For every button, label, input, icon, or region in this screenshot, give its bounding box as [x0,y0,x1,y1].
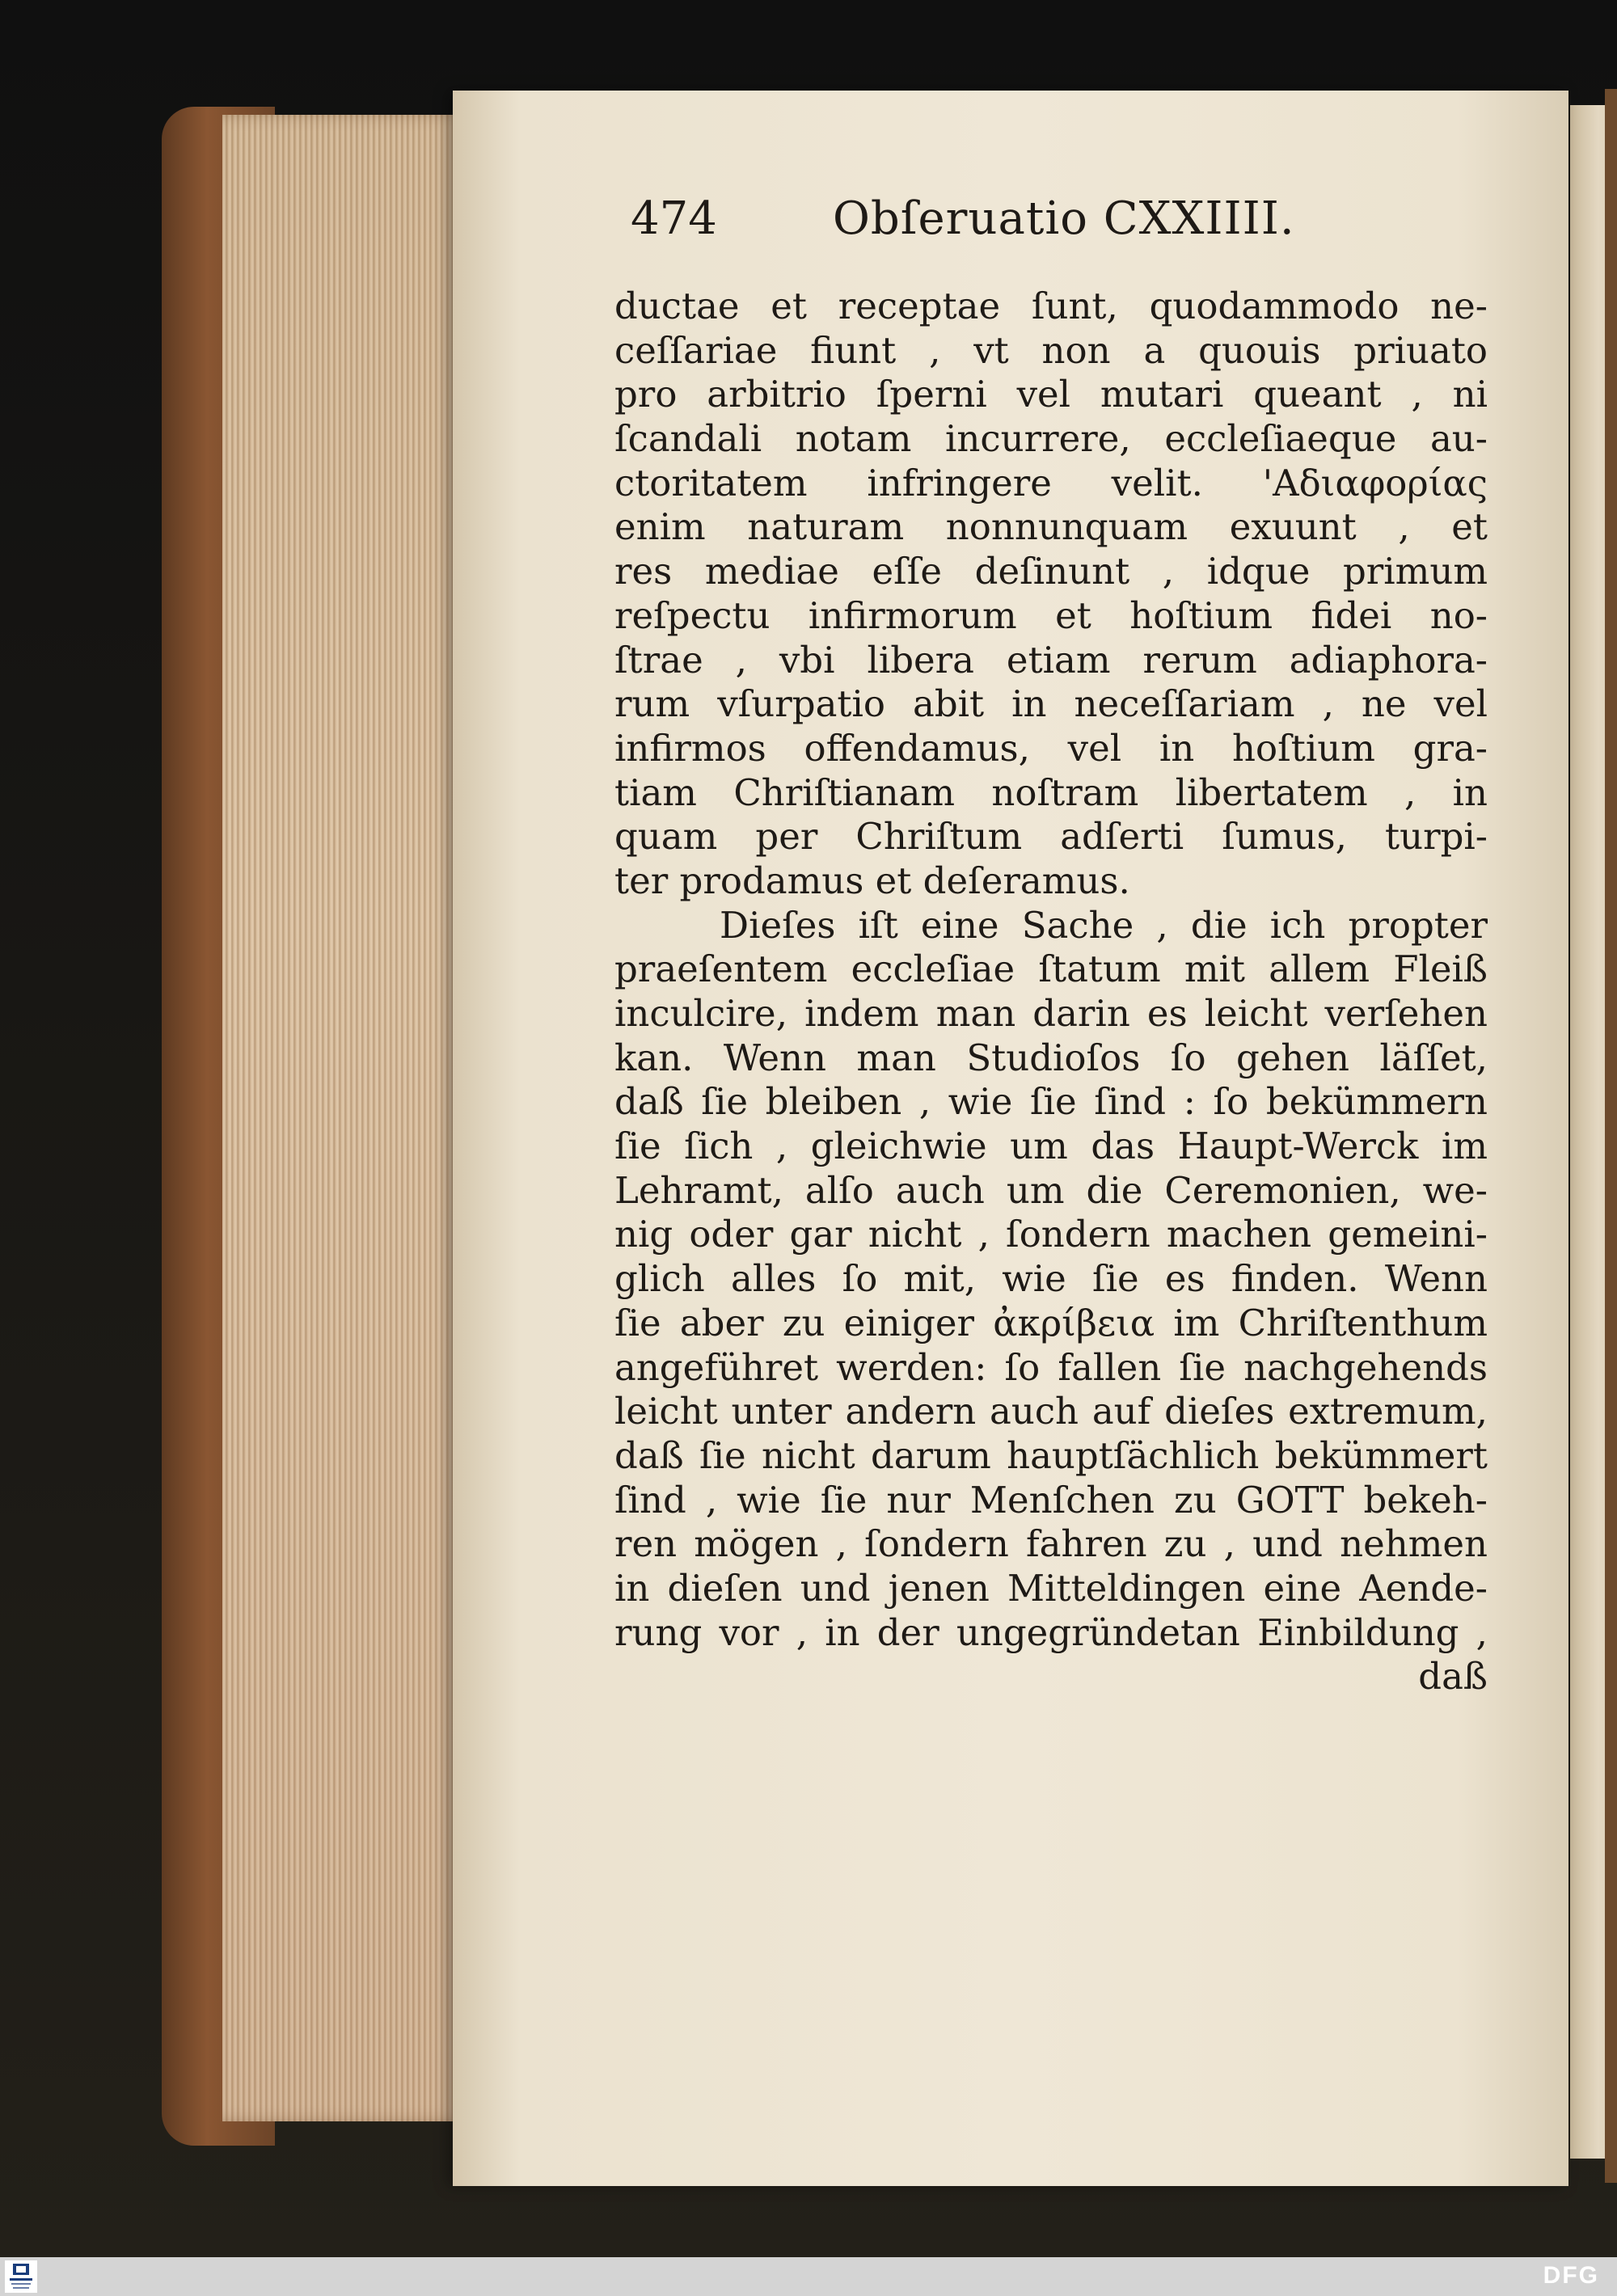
page-header [614,186,1488,252]
text-line: daß ſie bleiben , wie ſie ſind : ſo bekümmern [614,1080,1488,1124]
text-line: infirmos offendamus, vel in hoſtium gra- [614,726,1488,770]
text-line: daß ſie nicht darum hauptſächlich bekümmert [614,1433,1488,1477]
dfg-logo[interactable]: DFG [1543,2262,1599,2289]
viewer-footer [0,2257,1617,2296]
text-line: ren mögen , ſondern fahren zu , und nehmen [614,1522,1488,1566]
text-line: ctoritatem infringere velit. 'Αδιαφορίας [614,461,1488,504]
library-logo-icon[interactable] [5,2260,37,2293]
text-line: nig oder gar nicht , ſondern machen gemeini- [614,1213,1488,1256]
text-line: reſpectu infirmorum et hoſtium fidei no- [614,593,1488,637]
german-paragraph [614,904,1488,1656]
text-line: ſind , wie ſie nur Menſchen zu GOTT bekeh- [614,1478,1488,1522]
text-line: angeführet werden: ſo fallen ſie nachgehends [614,1345,1488,1389]
text-line: ſie ſich , gleichwie um das Haupt-Werck im [614,1125,1488,1168]
text-line: enim naturam nonnunquam exuunt , et [614,505,1488,549]
text-line: rum vſurpatio abit in neceſſariam , ne vel [614,682,1488,726]
text-line: tiam Chriſtianam noſtram libertatem , in [614,770,1488,814]
text-line: ſtrae , vbi libera etiam rerum adiaphora- [614,638,1488,682]
text-line: glich alles ſo mit, wie ſie es finden. Wenn [614,1257,1488,1301]
text-line: Dieſes iſt eine Sache , die ich propter [720,903,1488,947]
text-line: res mediae eſſe deſinunt , idque primum [614,550,1488,593]
text-line: pro arbitrio ſperni vel mutari queant , ni [614,373,1488,416]
running-title: Obſeruatio CXXIIII. [833,192,1295,245]
text-line: praeſentem eccleſiae ſtatum mit allem Fleiß [614,948,1488,991]
book-cover-right [1605,89,1617,2183]
text-line: ter prodamus et deſeramus. [614,859,1130,902]
text-line: in dieſen und jenen Mitteldingen eine Aende- [614,1566,1488,1610]
text-line: ſie aber zu einiger ἀκρίβεια im Chriſtenthum [614,1301,1488,1344]
text-line: ceſſariae fiunt , vt non a quouis priuato [614,328,1488,372]
page-number: 474 [631,192,717,245]
latin-paragraph [614,285,1488,904]
text-line: inculcire, indem man darin es leicht verſehen [614,992,1488,1035]
text-line: quam per Chriſtum adſerti ſumus, turpi- [614,815,1488,859]
text-line: rung vor , in der ungegründetan Einbildung , [614,1610,1488,1654]
page-edges [222,115,465,2121]
text-line: ſcandali notam incurrere, eccleſiaeque au- [614,417,1488,461]
text-line: leicht unter andern auch auf dieſes extremum, [614,1390,1488,1433]
catchword: daß [1418,1655,1488,1699]
text-line: Lehramt, alſo auch um die Ceremonien, we- [614,1168,1488,1212]
text-line: kan. Wenn man Studioſos ſo gehen läſſet, [614,1036,1488,1079]
text-block [614,186,1488,1699]
text-line: ductae et receptae ſunt, quodammodo ne- [614,285,1488,327]
